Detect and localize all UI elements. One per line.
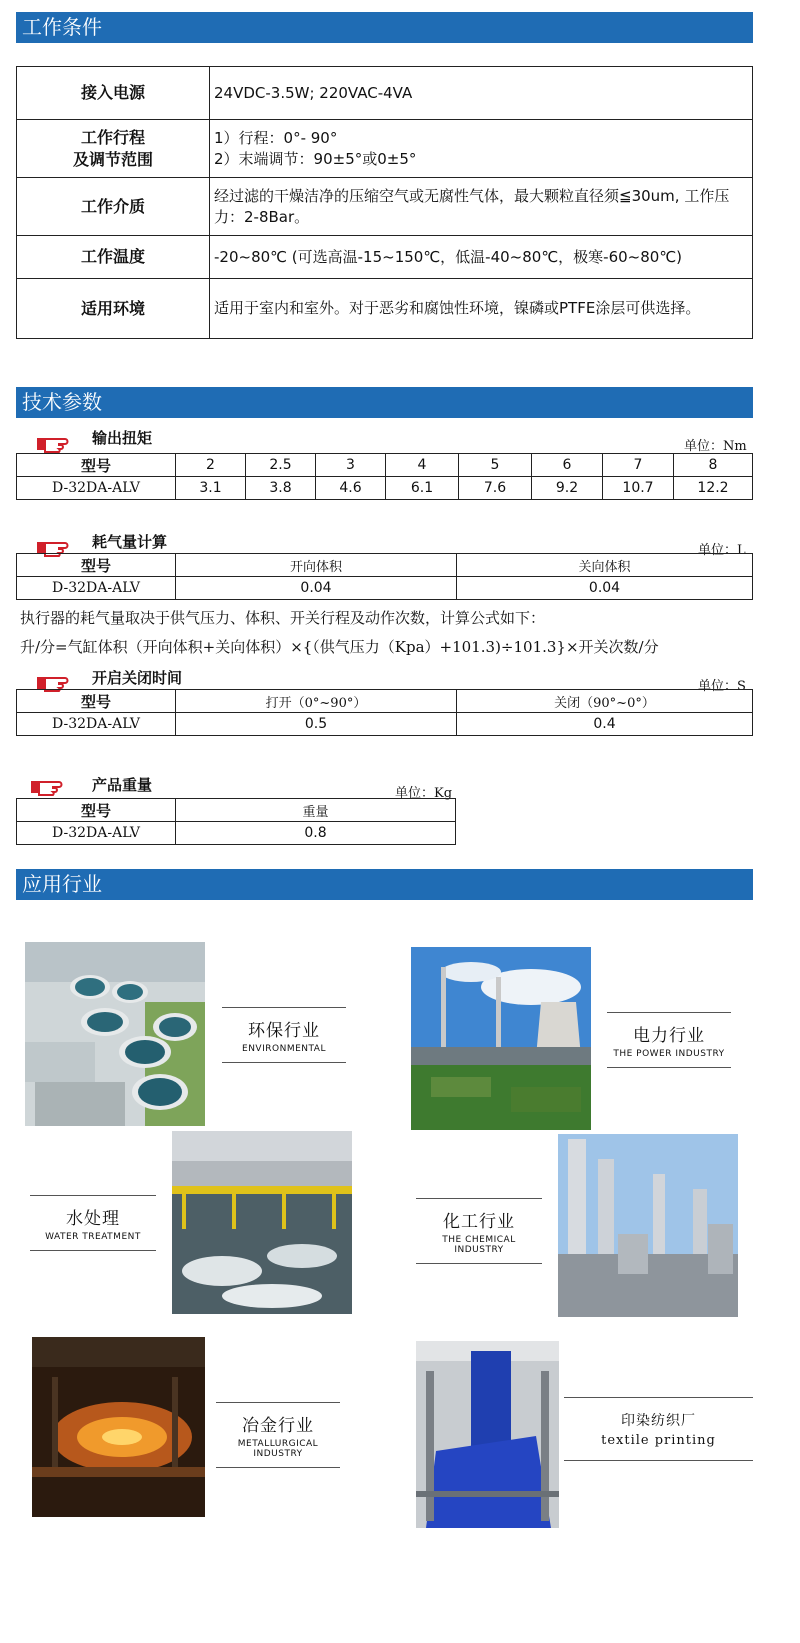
section-title-industries: 应用行业 <box>16 869 753 900</box>
industry-label-textile <box>564 1397 753 1461</box>
table-cell: 0.04 <box>457 577 753 600</box>
power-plant-photo <box>411 947 591 1130</box>
weight-unit: 单位：Kg <box>395 786 453 801</box>
industry-label-environmental <box>222 1007 346 1063</box>
condition-value: 适用于室内和室外。对于恶劣和腐蚀性环境，镍磷或PTFE涂层可供选择。 <box>210 279 753 339</box>
table-cell: 0.8 <box>176 822 456 845</box>
table-header-cell: 开向体积 <box>176 554 457 577</box>
industry-name: 环保行业 <box>248 1021 320 1041</box>
table-header-cell: 7 <box>603 454 674 477</box>
condition-key: 工作介质 <box>17 178 210 236</box>
industry-name: 冶金行业 <box>242 1416 314 1436</box>
air-table <box>16 553 753 600</box>
environmental-photo <box>25 942 205 1126</box>
table-header-cell: 2.5 <box>246 454 316 477</box>
industry-name: 化工行业 <box>443 1212 515 1232</box>
industry-name-en: textile printing <box>601 1433 716 1448</box>
table-header-cell: 4 <box>386 454 459 477</box>
weight-title: 产品重量 <box>92 776 153 794</box>
water-treatment-photo <box>172 1131 352 1314</box>
table-header-cell: 重量 <box>176 799 456 822</box>
industry-label-metallurgical <box>216 1402 340 1468</box>
table-header-cell: 8 <box>674 454 753 477</box>
table-cell: D-32DA-ALV <box>17 822 176 845</box>
pointing-hand-icon <box>30 775 68 797</box>
table-header-cell: 打开（0°~90°） <box>176 690 457 713</box>
table-header-cell: 2 <box>176 454 246 477</box>
chemical-plant-photo <box>558 1134 738 1317</box>
condition-value: -20~80℃ (可选高温-15~150℃，低温-40~80℃，极寒-60~80℃) <box>210 236 753 279</box>
table-cell: D-32DA-ALV <box>17 577 176 600</box>
conditions-table <box>16 66 753 339</box>
table-header-cell: 3 <box>316 454 386 477</box>
condition-key: 工作行程 及调节范围 <box>17 120 210 178</box>
industry-name-en: METALLURGICAL INDUSTRY <box>237 1439 319 1459</box>
table-header-cell: 型号 <box>17 454 176 477</box>
industry-name-en: ENVIRONMENTAL <box>242 1044 326 1054</box>
pointing-hand-icon <box>36 432 74 454</box>
table-cell: 12.2 <box>674 477 753 500</box>
industry-name-en: THE POWER INDUSTRY <box>613 1049 725 1059</box>
air-formula: 升/分=气缸体积（开向体积+关向体积）×{（供气压力（Kpa）+101.3)÷101.3}×开关次数/分 <box>20 638 659 656</box>
air-title: 耗气量计算 <box>92 533 168 551</box>
condition-key: 适用环境 <box>17 279 210 339</box>
table-cell: 9.2 <box>532 477 603 500</box>
table-cell: 4.6 <box>316 477 386 500</box>
table-cell: 7.6 <box>459 477 532 500</box>
table-header-cell: 5 <box>459 454 532 477</box>
table-header-cell: 型号 <box>17 690 176 713</box>
textile-photo <box>416 1341 559 1528</box>
table-cell: D-32DA-ALV <box>17 713 176 736</box>
time-unit: 单位：S <box>698 679 746 694</box>
table-cell: 10.7 <box>603 477 674 500</box>
torque-unit: 单位：Nm <box>684 439 747 454</box>
torque-title: 输出扭矩 <box>92 429 153 447</box>
industry-name: 电力行业 <box>633 1026 705 1046</box>
table-cell: 0.4 <box>457 713 753 736</box>
condition-value: 24VDC-3.5W; 220VAC-4VA <box>210 67 753 120</box>
condition-key: 工作温度 <box>17 236 210 279</box>
air-note-1: 执行器的耗气量取决于供气压力、体积、开关行程及动作次数，计算公式如下： <box>20 609 546 627</box>
condition-key: 接入电源 <box>17 67 210 120</box>
industry-label-water <box>30 1195 156 1251</box>
weight-table <box>16 798 456 845</box>
table-header-cell: 型号 <box>17 554 176 577</box>
torque-table <box>16 453 753 500</box>
section-title-conditions: 工作条件 <box>16 12 753 43</box>
condition-value: 1）行程：0°- 90° 2）末端调节：90±5°或0±5° <box>210 120 753 178</box>
time-table <box>16 689 753 736</box>
industry-name: 水处理 <box>66 1209 120 1229</box>
metallurgical-photo <box>32 1337 205 1517</box>
condition-value: 经过滤的干燥洁净的压缩空气或无腐性气体，最大颗粒直径须≦30um, 工作压力：2-8Bar。 <box>210 178 753 236</box>
time-title: 开启关闭时间 <box>92 669 183 687</box>
table-cell: 3.1 <box>176 477 246 500</box>
table-header-cell: 关闭（90°~0°） <box>457 690 753 713</box>
table-header-cell: 型号 <box>17 799 176 822</box>
air-unit: 单位：L <box>698 543 746 558</box>
industry-name: 印染纺织厂 <box>621 1413 696 1429</box>
section-title-params: 技术参数 <box>16 387 753 418</box>
industry-name-en: THE CHEMICAL INDUSTRY <box>442 1235 516 1255</box>
table-cell: 0.5 <box>176 713 457 736</box>
table-cell: 0.04 <box>176 577 457 600</box>
industry-label-power <box>607 1012 731 1068</box>
table-cell: 6.1 <box>386 477 459 500</box>
table-header-cell: 关向体积 <box>457 554 753 577</box>
industry-label-chemical <box>416 1198 542 1264</box>
table-header-cell: 6 <box>532 454 603 477</box>
industry-name-en: WATER TREATMENT <box>45 1232 141 1242</box>
table-cell: 3.8 <box>246 477 316 500</box>
table-cell: D-32DA-ALV <box>17 477 176 500</box>
